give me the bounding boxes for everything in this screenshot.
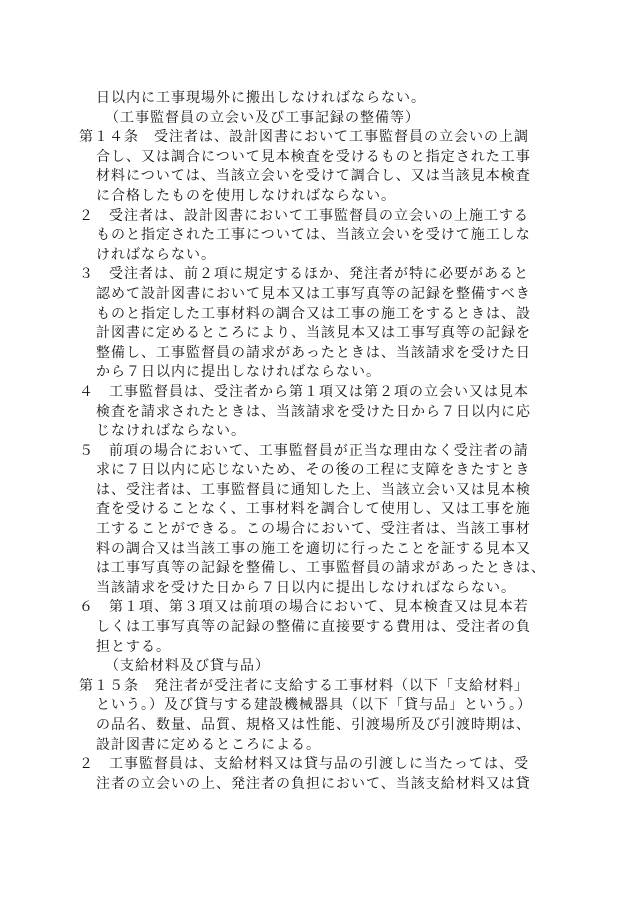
document-line: ２ 受注者は、設計図書において工事監督員の立会いの上施工する bbox=[79, 207, 529, 224]
document-line: ければならない。 bbox=[96, 246, 216, 263]
document-line: 整備し、工事監督員の請求があったときは、当該請求を受けた日 bbox=[96, 344, 531, 361]
document-line: に合格したものを使用しなければならない。 bbox=[96, 187, 396, 204]
document-line: 認めて設計図書において見本又は工事写真等の記録を整備すべき bbox=[96, 285, 531, 302]
document-line: ３ 受注者は、前２項に規定するほか、発注者が特に必要があると bbox=[79, 266, 529, 283]
document-line: は、受注者は、工事監督員に通知した上、当該立会い又は見本検 bbox=[96, 481, 531, 498]
document-line: （支給材料及び貸与品） bbox=[105, 658, 270, 675]
document-line: 検査を請求されたときは、当該請求を受けた日から７日以内に応 bbox=[96, 403, 531, 420]
document-line: 担とする。 bbox=[96, 638, 171, 655]
document-line: 求に７日以内に応じないため、その後の工程に支障をきたすとき bbox=[96, 462, 531, 479]
document-line: 工することができる。この場合において、受注者は、当該工事材 bbox=[96, 521, 531, 538]
document-line: 第１４条 受注者は、設計図書において工事監督員の立会いの上調 bbox=[79, 129, 529, 146]
document-line: ４ 工事監督員は、受注者から第１項又は第２項の立会い又は見本 bbox=[79, 383, 529, 400]
document-line: 設計図書に定めるところによる。 bbox=[96, 736, 321, 753]
document-line: 査を受けることなく、工事材料を調合して使用し、又は工事を施 bbox=[96, 501, 531, 518]
document-line: の品名、数量、品質、規格又は性能、引渡場所及び引渡時期は、 bbox=[96, 717, 531, 733]
document-line: 日以内に工事現場外に搬出しなければならない。 bbox=[96, 90, 426, 106]
document-line: しくは工事写真等の記録の整備に直接要する費用は、受注者の負 bbox=[96, 619, 531, 636]
document-line: 材料については、当該立会いを受けて調合し、又は当該見本検査 bbox=[96, 168, 531, 185]
document-line: （工事監督員の立会い及び工事記録の整備等） bbox=[105, 109, 420, 126]
document-line: 計図書に定めるところにより、当該見本又は工事写真等の記録を bbox=[96, 325, 531, 342]
document-line: 合し、又は調合について見本検査を受けるものと指定された工事 bbox=[96, 148, 531, 165]
document-line: から７日以内に提出しなければならない。 bbox=[96, 364, 381, 381]
document-line: 料の調合又は当該工事の施工を適切に行ったことを証する見本又 bbox=[96, 540, 531, 557]
document-line: という。）及び貸与する建設機械器具（以下「貸与品」という。） bbox=[96, 697, 532, 714]
document-line: ２ 工事監督員は、支給材料又は貸与品の引渡しに当たっては、受 bbox=[79, 756, 529, 773]
document-line: ものと指定された工事については、当該立会いを受けて施工しな bbox=[96, 227, 531, 244]
document-line: 当該請求を受けた日から７日以内に提出しなければならない。 bbox=[96, 579, 516, 596]
document-line: 第１５条 発注者が受注者に支給する工事材料（以下「支給材料」 bbox=[79, 677, 529, 694]
document-line: ６ 第１項、第３項又は前項の場合において、見本検査又は見本若 bbox=[79, 599, 529, 616]
document-line: 注者の立会いの上、発注者の負担において、当該支給材料又は貸 bbox=[96, 775, 531, 792]
document-line: ５ 前項の場合において、工事監督員が正当な理由なく受注者の請 bbox=[79, 442, 529, 459]
document-body bbox=[79, 89, 559, 794]
document-line: ものと指定した工事材料の調合又は工事の施工をするときは、設 bbox=[96, 305, 531, 322]
document-line: じなければならない。 bbox=[96, 423, 246, 440]
document-line: は工事写真等の記録を整備し、工事監督員の請求があったときは、 bbox=[96, 560, 546, 577]
